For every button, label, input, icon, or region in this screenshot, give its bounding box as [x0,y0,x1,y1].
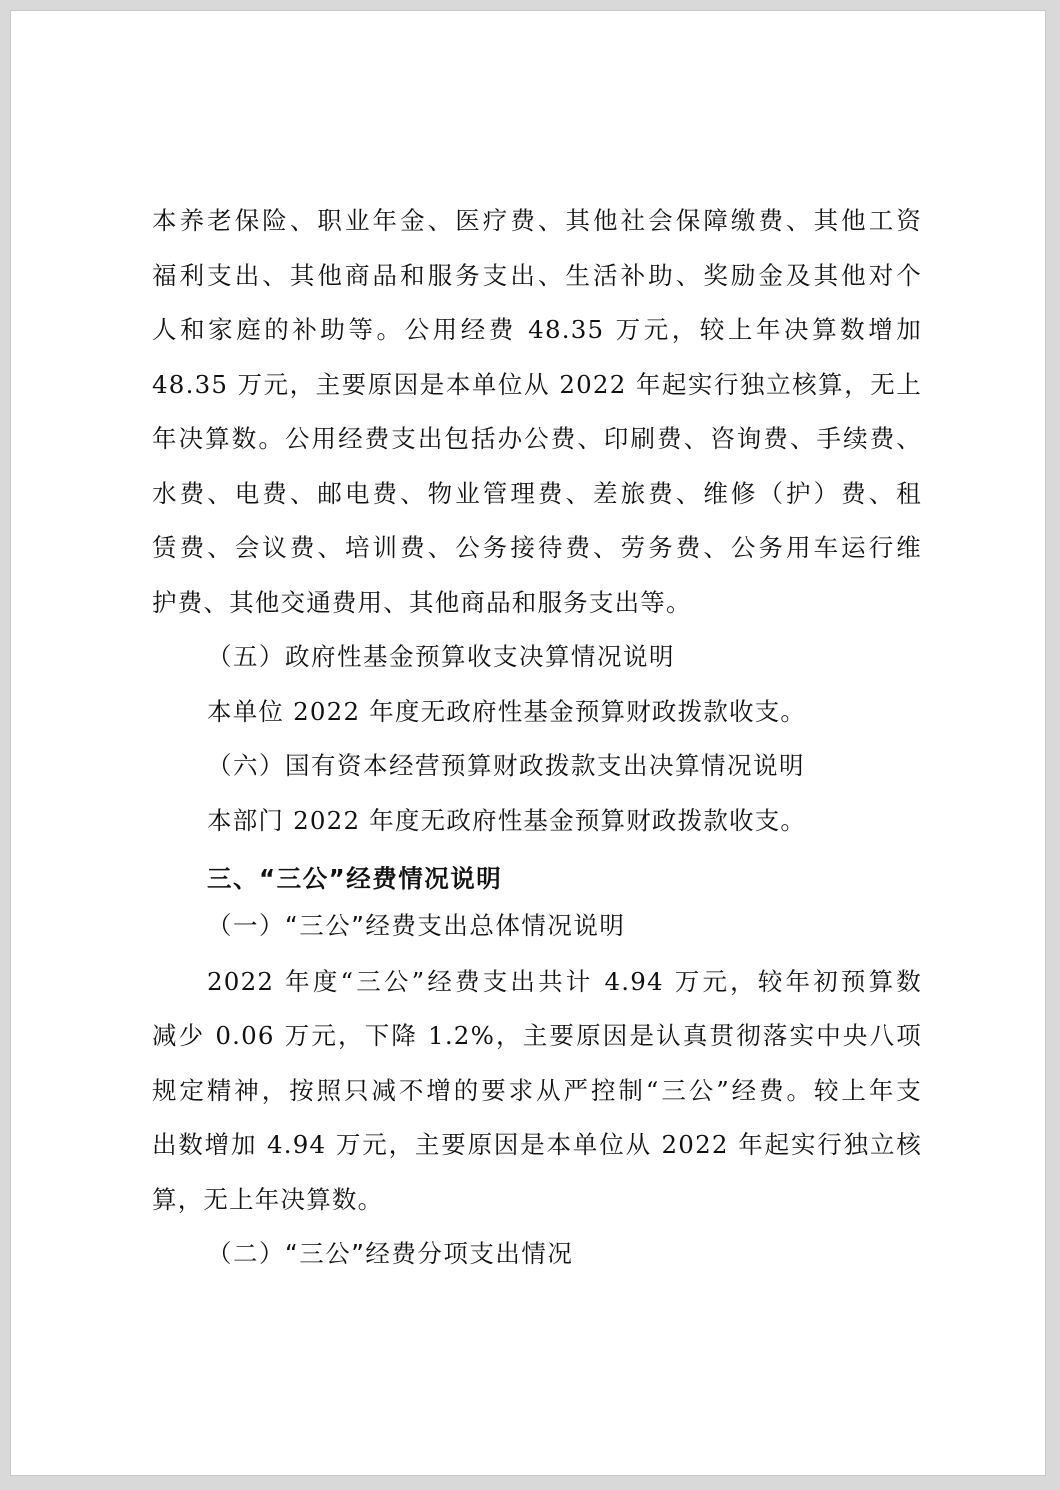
document-page [10,10,1046,1476]
paragraph-line: 水费、电费、邮电费、物业管理费、差旅费、维修（护）费、租 [152,479,922,508]
paragraph-line: 规定精神，按照只减不增的要求从严控制“三公”经费。较上年支 [152,1076,922,1105]
paragraph-line: 出数增加 4.94 万元，主要原因是本单位从 2022 年起实行独立核 [152,1130,922,1159]
paragraph-line: 48.35 万元，主要原因是本单位从 2022 年起实行独立核算，无上 [152,370,922,399]
paragraph-line: 年决算数。公用经费支出包括办公费、印刷费、咨询费、手续费、 [152,424,922,453]
subsection-1-heading: （一）“三公”经费支出总体情况说明 [207,911,626,940]
paragraph-line: 2022 年度“三公”经费支出共计 4.94 万元，较年初预算数 [207,967,922,996]
paragraph-line: 福利支出、其他商品和服务支出、生活补助、奖励金及其他对个 [152,261,922,290]
section-5-heading: （五）政府性基金预算收支决算情况说明 [207,642,675,671]
paragraph-line: 本养老保险、职业年金、医疗费、其他社会保障缴费、其他工资 [152,206,922,235]
paragraph-line: 减少 0.06 万元，下降 1.2%，主要原因是认真贯彻落实中央八项 [152,1021,922,1050]
section-6-heading: （六）国有资本经营预算财政拨款支出决算情况说明 [207,751,805,780]
section-6-text: 本部门 2022 年度无政府性基金预算财政拨款收支。 [207,806,807,835]
subsection-2-heading: （二）“三公”经费分项支出情况 [207,1239,574,1268]
paragraph-line: 赁费、会议费、培训费、公务接待费、劳务费、公务用车运行维 [152,533,922,562]
paragraph-line: 护费、其他交通费用、其他商品和服务支出等。 [152,588,692,617]
part-3-heading: 三、“三公”经费情况说明 [207,864,503,893]
section-5-text: 本单位 2022 年度无政府性基金预算财政拨款收支。 [207,697,807,726]
paragraph-line: 算，无上年决算数。 [152,1185,384,1214]
paragraph-line: 人和家庭的补助等。公用经费 48.35 万元，较上年决算数增加 [152,315,922,344]
